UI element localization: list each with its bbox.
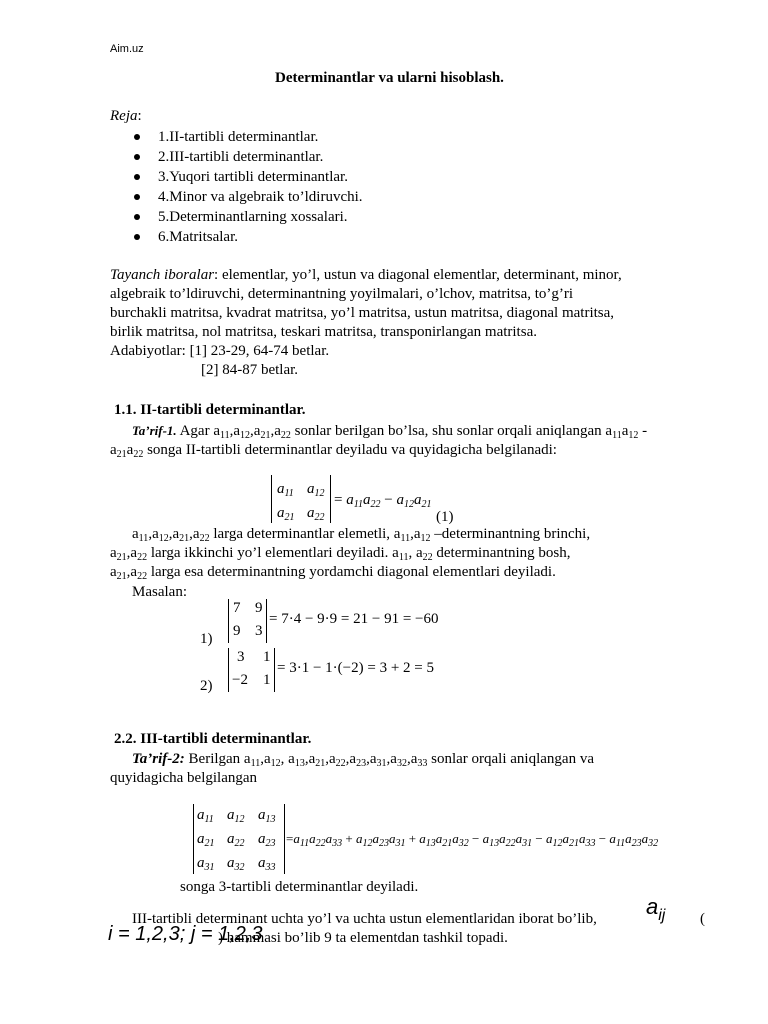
final-line1: III-tartibli determinant uchta yo’l va uchta ustun elementlaridan iborat bo’lib,: [132, 911, 597, 927]
tayanch-line: birlik matritsa, nol matritsa, teskari matritsa, transponirlangan matritsa.: [110, 324, 537, 340]
list-item: 2.III-tartibli determinantlar.: [132, 147, 363, 167]
section2-heading: 2.2. III-tartibli determinantlar.: [114, 731, 312, 747]
adabiyotlar-line1: Adabiyotlar: [1] 23-29, 64-74 betlar.: [110, 343, 330, 359]
aij-symbol: $a_{ij}$: [646, 894, 666, 924]
final-line2: ) hammasi bo’lib 9 ta elementdan tashkil topadi.: [218, 930, 508, 946]
reja-list: [132, 127, 363, 247]
open-paren: (: [700, 911, 705, 927]
page-title: Determinantlar va ularni hisoblash.: [275, 70, 504, 86]
tayanch-paragraph: [110, 266, 622, 342]
elements-paragraph: $a_{11},a_{12},a_{21},a_{22}$ larga determinantlar elemetli, $a_{11},a_{12}$ –determinantning brinchi, $a_{21},a_{22}$ larga ikkinchi yo’l elementlari deyiladi. $a_{11}$, $a_{22}$ determinantning bosh, $a_{21},a_{22}$ larga esa determinantning yordamchi diagonal elementlari deyiladi.: [110, 526, 591, 582]
det-bar-right: [330, 475, 331, 523]
formula-det2: $a_{11}$ $a_{12}$ $a_{21}$ $a_{22}$ = $a_{11}a_{22} - a_{12}a_{21}$: [268, 475, 468, 525]
formula-number: (1): [436, 509, 454, 525]
example1-label: 1): [200, 631, 213, 647]
list-item: 5.Determinantlarning xossalari.: [132, 207, 363, 227]
list-item: 6.Matritsalar.: [132, 227, 363, 247]
example2-formula: 3 1 −2 1 = 3·1 − 1·(−2) = 3 + 2 = 5: [226, 646, 438, 694]
list-item: 3.Yuqori tartibli determinantlar.: [132, 167, 363, 187]
formula-det3: $a_{11}$ $a_{12}$ $a_{13}$ $a_{21}$ $a_{22}$ $a_{23}$ $a_{31}$ $a_{32}$ $a_{33}$ $=a_{11}a_{22}a_{33} + a_{12}a_{23}a_{31} + a_{13}a_{21}a_{32} - a_{13}a_{22}a_{31} - a_{12}a_{21}a_{33} - a_{11}a_{23}a_{32}$: [190, 804, 708, 876]
example1-result: = 7·4 − 9·9 = 21 − 91 = −60: [269, 611, 438, 627]
tarif2-line2: quyidagicha belgilangan: [110, 770, 258, 786]
example2-result: = 3·1 − 1·(−2) = 3 + 2 = 5: [277, 660, 434, 676]
reja-heading: Reja:: [110, 108, 142, 124]
tayanch-label: Tayanch iboralar: [110, 267, 215, 283]
masalan-label: Masalan:: [132, 584, 187, 600]
section1-heading: 1.1. II-tartibli determinantlar.: [114, 402, 306, 418]
det-bar-left: [271, 475, 272, 523]
tayanch-line: algebraik to’ldiruvchi, determinantning yoyilmalari, o’lchov, matritsa, to’g’ri: [110, 286, 574, 302]
tarif2-paragraph: Ta’rif-2: Berilgan $a_{11},a_{12}$, $a_{13},a_{21},a_{22},a_{23},a_{31},a_{32},a_{33}$ sonlar orqali aniqlangan va quyidagicha belgilangan: [110, 751, 594, 786]
adabiyotlar-line2: [2] 84-87 betlar.: [201, 362, 299, 378]
example1-formula: 7 9 9 3 = 7·4 − 9·9 = 21 − 91 = −60: [226, 597, 438, 645]
example2-label: 2): [200, 678, 213, 694]
site-header: Aim.uz: [110, 43, 144, 55]
tarif2-label: Ta’rif-2:: [132, 751, 185, 767]
tarif1-label: Ta’rif-1.: [132, 423, 177, 438]
list-item: 1.II-tartibli determinantlar.: [132, 127, 363, 147]
list-item: 4.Minor va algebraik to’ldiruvchi.: [132, 187, 363, 207]
tayanch-line: burchakli matritsa, kvadrat matritsa, yo’l matritsa, ustun matritsa, diagonal matritsa,: [110, 305, 615, 321]
reja-label: Reja: [110, 108, 138, 124]
tayanch-line: : elementlar, yo’l, ustun va diagonal elementlar, determinant, minor,: [214, 267, 622, 283]
index-expression: i = 1,2,3; j = 1,2,3: [108, 923, 263, 945]
tarif1-paragraph: Ta’rif-1. Agar $a_{11},a_{12},a_{21},a_{22}$ sonlar berilgan bo’lsa, shu sonlar orqali aniqlangan $a_{11}a_{12}$ - $a_{21}a_{22}$ songa II-tartibli determinantlar deyiladu va quyidagicha belgilanadi:: [110, 423, 648, 460]
det3-caption: songa 3-tartibli determinantlar deyiladi.: [180, 879, 419, 895]
